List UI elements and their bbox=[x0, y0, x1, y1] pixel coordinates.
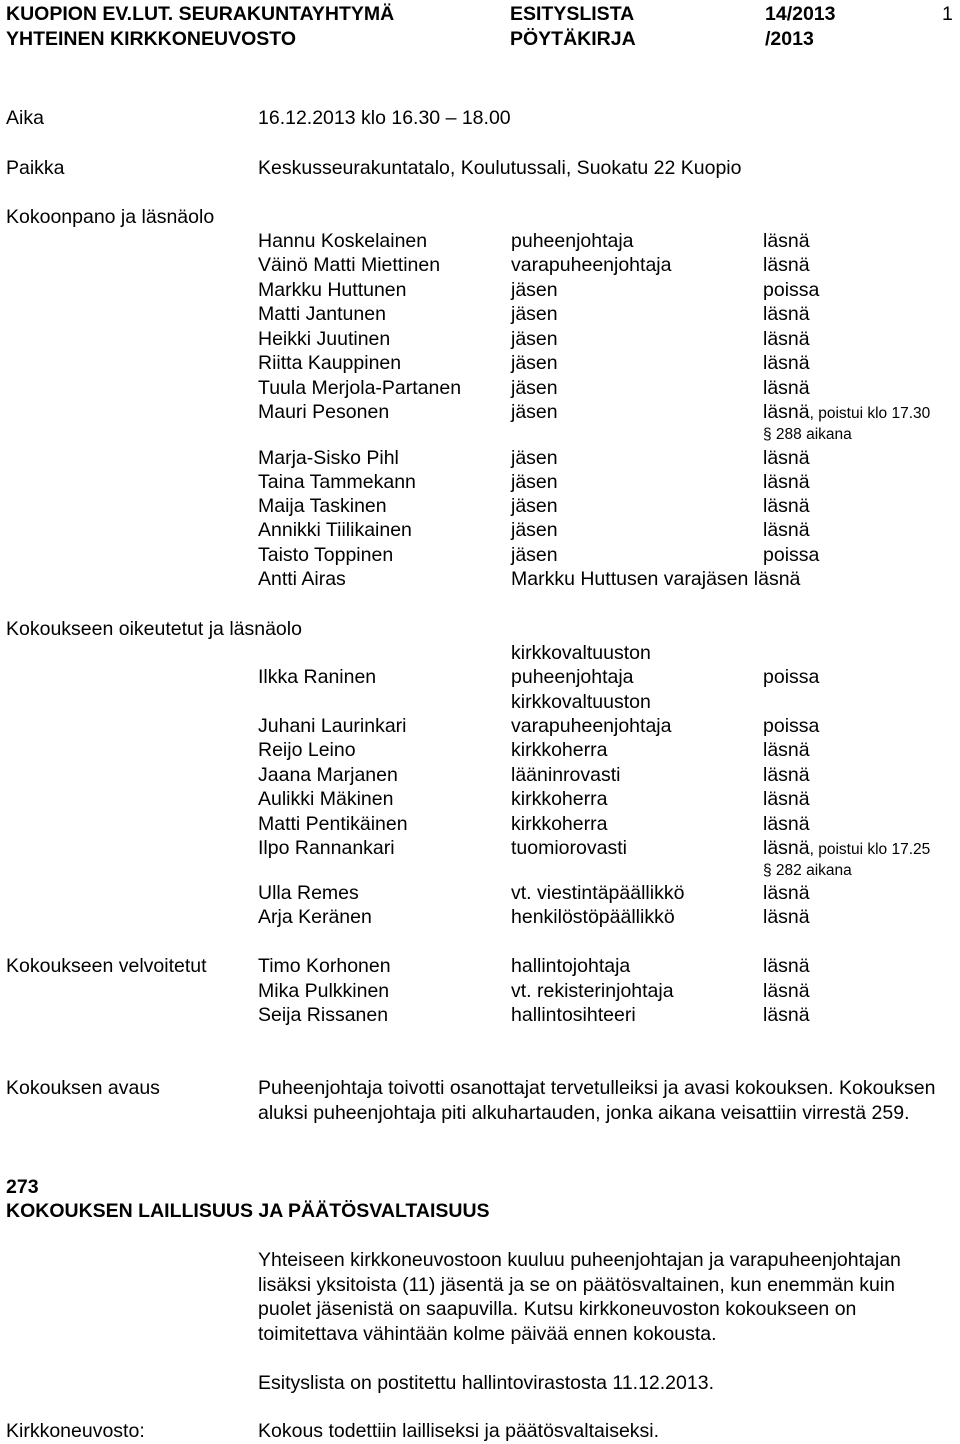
departure-section-note: § 282 aikana bbox=[763, 862, 852, 879]
entitled-name: Ilpo Rannankari bbox=[258, 837, 395, 859]
member-status: poissa bbox=[763, 279, 820, 301]
entitled-role: kirkkoherra bbox=[511, 739, 608, 761]
entitled-name: Matti Pentikäinen bbox=[258, 813, 408, 835]
org-name-line2: YHTEINEN KIRKKONEUVOSTO bbox=[6, 28, 297, 50]
page-number: 1 bbox=[942, 3, 953, 25]
member-status: läsnä bbox=[763, 377, 810, 399]
entitled-role: vt. viestintäpäällikkö bbox=[511, 882, 685, 904]
member-role: jäsen bbox=[511, 352, 558, 374]
member-name: Tuula Merjola-Partanen bbox=[258, 377, 462, 399]
composition-label: Kokoonpano ja läsnäolo bbox=[6, 206, 215, 228]
member-status: poissa bbox=[763, 544, 820, 566]
member-status: läsnä bbox=[763, 303, 810, 325]
member-role: jäsen bbox=[511, 544, 558, 566]
obligated-role: hallintosihteeri bbox=[511, 1004, 636, 1026]
entitled-name: Arja Keränen bbox=[258, 906, 372, 928]
obligated-status: läsnä bbox=[763, 980, 810, 1002]
member-name: Matti Jantunen bbox=[258, 303, 386, 325]
entitled-name: Jaana Marjanen bbox=[258, 764, 398, 786]
entitled-status: poissa bbox=[763, 666, 820, 688]
obligated-name: Timo Korhonen bbox=[258, 955, 391, 977]
member-name: Heikki Juutinen bbox=[258, 328, 391, 350]
place-label: Paikka bbox=[6, 157, 65, 179]
member-status: läsnä bbox=[763, 254, 810, 276]
member-name: Taisto Toppinen bbox=[258, 544, 394, 566]
obligated-role: hallintojohtaja bbox=[511, 955, 631, 977]
member-role: Markku Huttusen varajäsen läsnä bbox=[511, 568, 801, 590]
section-title: KOKOUKSEN LAILLISUUS JA PÄÄTÖSVALTAISUUS bbox=[6, 1200, 490, 1222]
entitled-name: Juhani Laurinkari bbox=[258, 715, 407, 737]
doc-type-agenda: ESITYSLISTA bbox=[510, 3, 635, 25]
entitled-status: läsnä bbox=[763, 788, 810, 810]
entitled-name: Reijo Leino bbox=[258, 739, 356, 761]
section-paragraph-1: Yhteiseen kirkkoneuvostoon kuuluu puheenjohtajan ja varapuheenjohtajan lisäksi yksitoista (11) jäsentä ja se on päätösvaltainen, kun enemmän kuin puolet jäsenistä on saapuvilla. Kutsu kirkkoneuvoston kokoukseen on toimitettava vähintään kolme päivää ennen kokousta. bbox=[258, 1249, 901, 1345]
time-label: Aika bbox=[6, 107, 44, 129]
entitled-role: lääninrovasti bbox=[511, 764, 621, 786]
member-role: jäsen bbox=[511, 401, 558, 423]
member-name: Annikki Tiilikainen bbox=[258, 519, 412, 541]
entitled-name: Ulla Remes bbox=[258, 882, 359, 904]
obligated-name: Seija Rissanen bbox=[258, 1004, 389, 1026]
entitled-role: kirkkoherra bbox=[511, 788, 608, 810]
entitled-status: läsnä bbox=[763, 906, 810, 928]
obligated-name: Mika Pulkkinen bbox=[258, 980, 390, 1002]
member-name: Riitta Kauppinen bbox=[258, 352, 402, 374]
departure-section-note: § 288 aikana bbox=[763, 426, 852, 443]
member-status: läsnä bbox=[763, 495, 810, 517]
member-role: jäsen bbox=[511, 495, 558, 517]
decision-text: Kokous todettiin lailliseksi ja päätösvaltaiseksi. bbox=[258, 1420, 660, 1442]
member-role: jäsen bbox=[511, 519, 558, 541]
entitled-role: kirkkoherra bbox=[511, 813, 608, 835]
section-paragraph-2: Esityslista on postitettu hallintovirastosta 11.12.2013. bbox=[258, 1372, 714, 1394]
entitled-status: poissa bbox=[763, 715, 820, 737]
member-role: jäsen bbox=[511, 303, 558, 325]
place-value: Keskusseurakuntatalo, Koulutussali, Suokatu 22 Kuopio bbox=[258, 157, 742, 179]
departure-note: , poistui klo 17.25 bbox=[809, 841, 931, 858]
doc-type-minutes: PÖYTÄKIRJA bbox=[510, 28, 636, 50]
departure-note: , poistui klo 17.30 bbox=[809, 405, 931, 422]
entitled-name: Aulikki Mäkinen bbox=[258, 788, 394, 810]
member-status: läsnä bbox=[763, 519, 810, 541]
minutes-number: /2013 bbox=[765, 28, 814, 50]
entitled-role: varapuheenjohtaja bbox=[511, 715, 672, 737]
member-status: läsnä bbox=[763, 352, 810, 374]
entitled-status: läsnä bbox=[763, 882, 810, 904]
decision-label: Kirkkoneuvosto: bbox=[6, 1420, 145, 1442]
status-text: läsnä bbox=[763, 837, 810, 859]
member-name: Maija Taskinen bbox=[258, 495, 387, 517]
member-role: varapuheenjohtaja bbox=[511, 254, 672, 276]
member-role: puheenjohtaja bbox=[511, 230, 634, 252]
entitled-label: Kokoukseen oikeutetut ja läsnäolo bbox=[6, 618, 302, 640]
org-name-line1: KUOPION EV.LUT. SEURAKUNTAYHTYMÄ bbox=[6, 3, 395, 25]
member-name: Antti Airas bbox=[258, 568, 346, 590]
entitled-role: puheenjohtaja bbox=[511, 666, 634, 688]
status-text: läsnä bbox=[763, 401, 810, 423]
obligated-status: läsnä bbox=[763, 955, 810, 977]
member-name: Markku Huttunen bbox=[258, 279, 407, 301]
member-role: jäsen bbox=[511, 471, 558, 493]
member-name: Väinö Matti Miettinen bbox=[258, 254, 441, 276]
entitled-role: henkilöstöpäällikkö bbox=[511, 906, 675, 928]
role-line1: kirkkovaltuuston bbox=[511, 642, 651, 664]
time-value: 16.12.2013 klo 16.30 – 18.00 bbox=[258, 107, 511, 129]
member-name: Taina Tammekann bbox=[258, 471, 416, 493]
entitled-role: tuomiorovasti bbox=[511, 837, 627, 859]
opening-label: Kokouksen avaus bbox=[6, 1077, 160, 1099]
member-status: läsnä bbox=[763, 328, 810, 350]
entitled-status: läsnä bbox=[763, 813, 810, 835]
entitled-status: läsnä bbox=[763, 739, 810, 761]
obligated-role: vt. rekisterinjohtaja bbox=[511, 980, 674, 1002]
member-status: läsnä bbox=[763, 471, 810, 493]
member-role: jäsen bbox=[511, 279, 558, 301]
member-role: jäsen bbox=[511, 377, 558, 399]
role-line1: kirkkovaltuuston bbox=[511, 691, 651, 713]
member-status: läsnä bbox=[763, 230, 810, 252]
member-status: läsnä bbox=[763, 447, 810, 469]
member-role: jäsen bbox=[511, 328, 558, 350]
obligated-status: läsnä bbox=[763, 1004, 810, 1026]
member-name: Marja-Sisko Pihl bbox=[258, 447, 399, 469]
opening-text: Puheenjohtaja toivotti osanottajat tervetulleiksi ja avasi kokouksen. Kokouksen aluksi puheenjohtaja piti alkuhartauden, jonka aikana veisattiin virrestä 259. bbox=[258, 1077, 936, 1124]
entitled-status: läsnä bbox=[763, 764, 810, 786]
member-name: Hannu Koskelainen bbox=[258, 230, 428, 252]
agenda-number: 14/2013 bbox=[765, 3, 836, 25]
entitled-name: Ilkka Raninen bbox=[258, 666, 377, 688]
member-role: jäsen bbox=[511, 447, 558, 469]
section-number: 273 bbox=[6, 1176, 39, 1198]
obligated-label: Kokoukseen velvoitetut bbox=[6, 955, 207, 977]
member-name: Mauri Pesonen bbox=[258, 401, 390, 423]
